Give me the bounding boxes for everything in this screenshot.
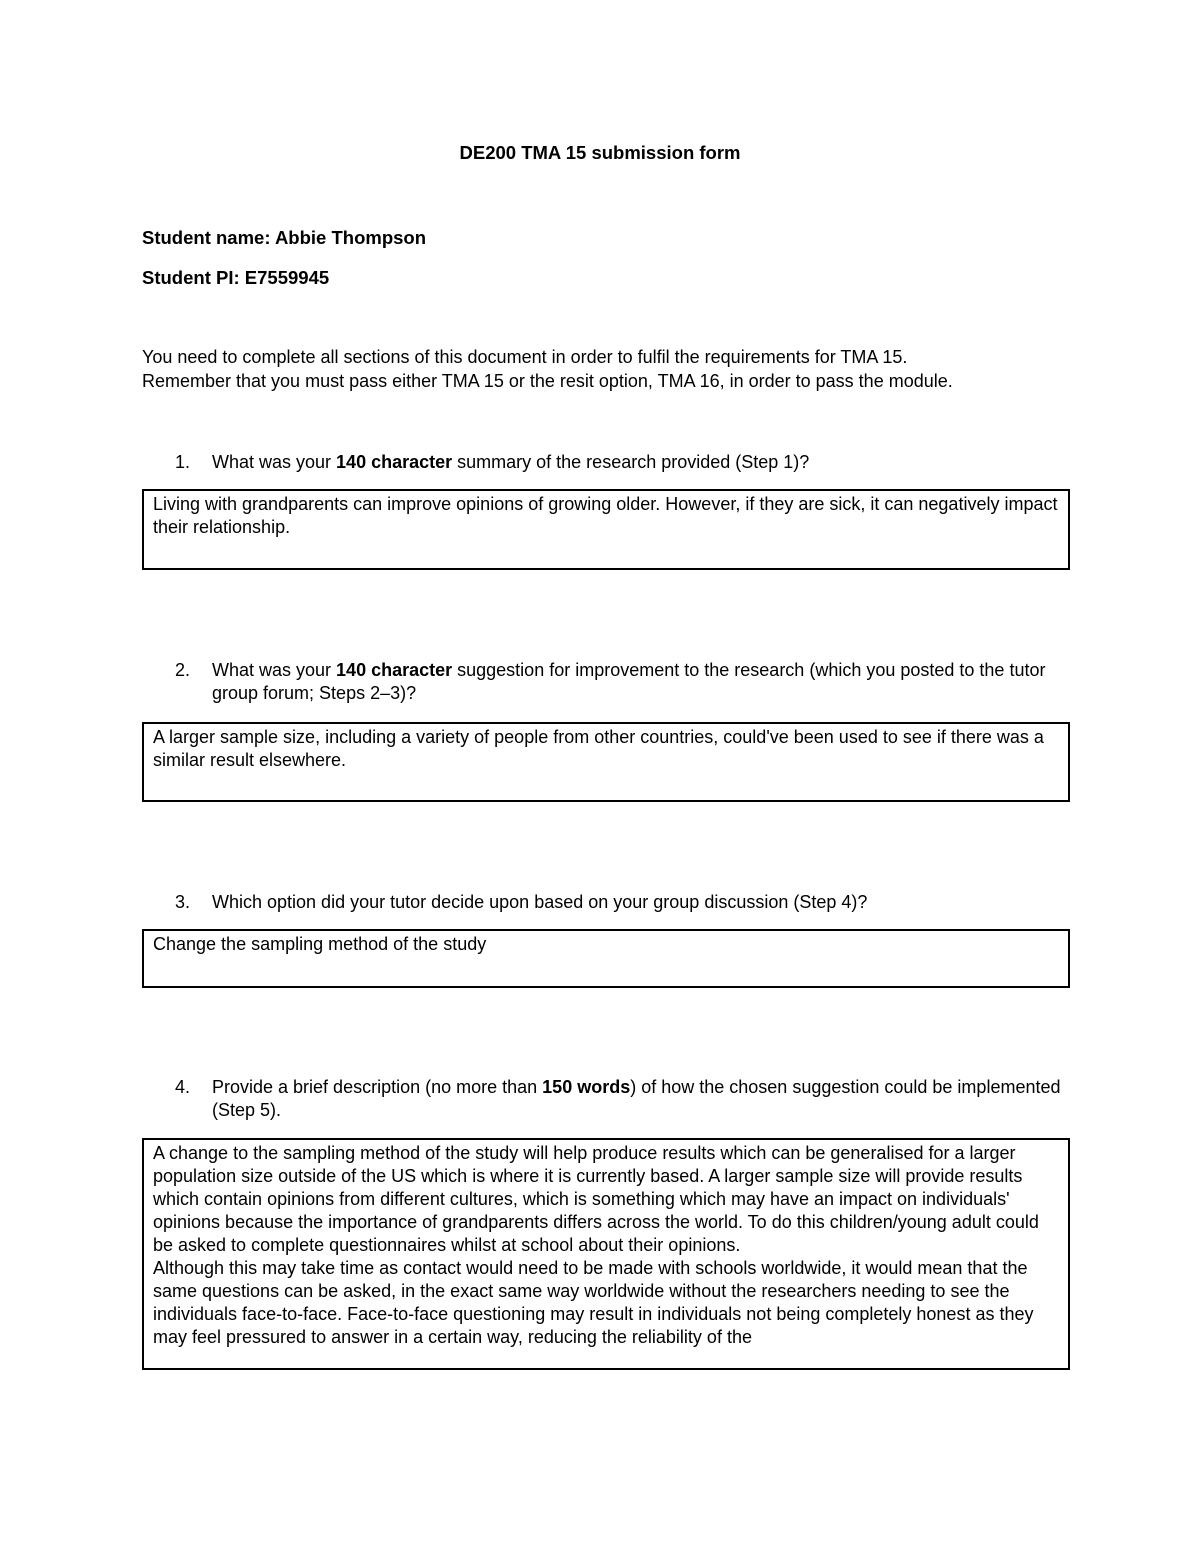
question-1-number: 1. bbox=[175, 452, 191, 472]
student-pi-value: E7559945 bbox=[244, 267, 330, 288]
intro-line-1: You need to complete all sections of this document in order to fulfil the requirements for TMA 15. bbox=[142, 347, 908, 367]
student-name-label: Student name: bbox=[142, 227, 275, 248]
answer-4-paragraph-1: A change to the sampling method of the study will help produce results which can be generalised for a larger population size outside of the US which is where it is currently based. A larger sample size will provide results which contain opinions from different cultures, which is something which may have an impact on individuals' opinions because the importance of grandparents differs across the world. To do this children/young adult could be asked to complete questionnaires whilst at school about their opinions. bbox=[153, 1143, 1039, 1255]
answer-3-text: Change the sampling method of the study bbox=[153, 934, 487, 954]
answer-1-text: Living with grandparents can improve opinions of growing older. However, if they are sick, it can negatively impact their relationship. bbox=[153, 494, 1058, 537]
question-4-text: Provide a brief description (no more than 150 words) of how the chosen suggestion could be implemented (Step 5). bbox=[212, 1077, 1061, 1120]
page-title: DE200 TMA 15 submission form bbox=[459, 142, 741, 163]
answer-box-3[interactable] bbox=[142, 929, 1070, 988]
student-name-value: Abbie Thompson bbox=[274, 227, 427, 248]
question-3-number: 3. bbox=[175, 892, 191, 912]
answer-2-text: A larger sample size, including a variety of people from other countries, could've been used to see if there was a similar result elsewhere. bbox=[153, 727, 1044, 770]
question-2-number: 2. bbox=[175, 660, 191, 680]
answer-box-1[interactable] bbox=[142, 489, 1070, 570]
intro-text bbox=[142, 345, 1082, 393]
student-name-line bbox=[142, 226, 426, 250]
question-2-text: What was your 140 character suggestion for improvement to the research (which you posted to the tutor group forum; Steps 2–3)? bbox=[212, 660, 1046, 703]
student-pi-line bbox=[142, 266, 329, 290]
answer-box-2[interactable] bbox=[142, 722, 1070, 802]
answer-box-4[interactable] bbox=[142, 1138, 1070, 1370]
question-4-number: 4. bbox=[175, 1077, 191, 1097]
question-3-text: Which option did your tutor decide upon based on your group discussion (Step 4)? bbox=[212, 892, 868, 912]
student-pi-label: Student PI: bbox=[142, 267, 245, 288]
answer-4-paragraph-2: Although this may take time as contact would need to be made with schools worldwide, it would mean that the same questions can be asked, in the exact same way worldwide without the researchers needing to see the individuals face-to-face. Face-to-face questioning may result in individuals not being completely honest as they may feel pressured to answer in a certain way, reducing the reliability of the bbox=[153, 1258, 1034, 1347]
intro-line-2: Remember that you must pass either TMA 15 or the resit option, TMA 16, in order to pass the module. bbox=[142, 371, 953, 391]
question-1-text: What was your 140 character summary of the research provided (Step 1)? bbox=[212, 452, 810, 472]
